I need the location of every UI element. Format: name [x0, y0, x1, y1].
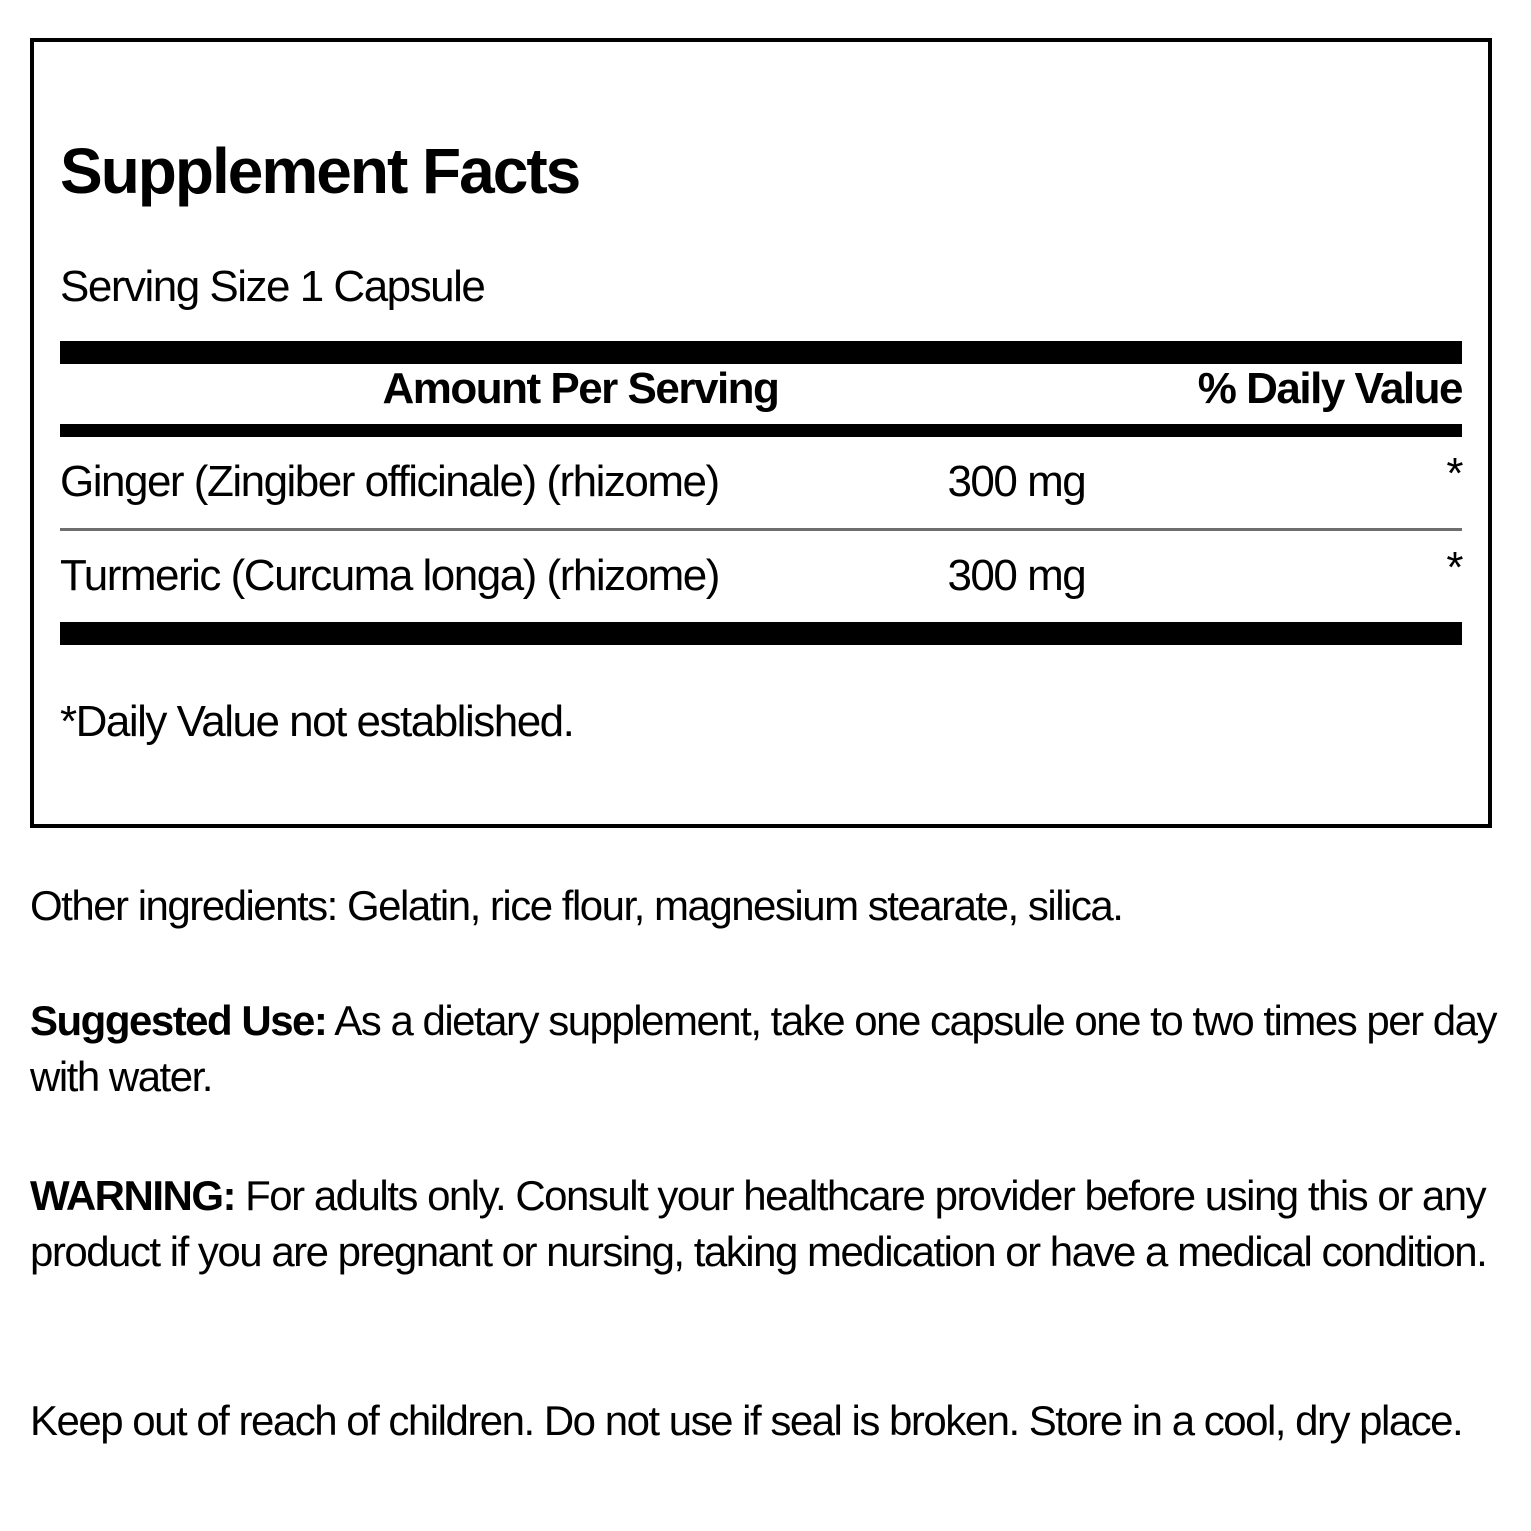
- header-rule: [60, 424, 1462, 437]
- warning-label: WARNING:: [30, 1172, 235, 1219]
- serving-size-text: Serving Size 1 Capsule: [60, 262, 485, 312]
- ingredient-name: Ginger (Zingiber officinale) (rhizome): [60, 457, 719, 507]
- suggested-use-label: Suggested Use:: [30, 997, 327, 1044]
- top-thick-rule: [60, 341, 1462, 364]
- ingredient-amount: 300 mg: [947, 457, 1086, 507]
- daily-value-header: % Daily Value: [1197, 363, 1462, 413]
- ingredient-name: Turmeric (Curcuma longa) (rhizome): [60, 551, 719, 601]
- table-header-row: [60, 364, 1462, 424]
- table-row-ginger: [60, 437, 1462, 528]
- bottom-thick-rule: [60, 622, 1462, 645]
- ingredient-daily-value: *: [1446, 542, 1462, 592]
- warning-text: For adults only. Consult your healthcare provider before using this or any product if you are pregnant or nursing, taking medication or have a medical condition.: [30, 1172, 1487, 1275]
- storage-paragraph: [30, 1393, 1498, 1449]
- panel-title: Supplement Facts: [60, 135, 580, 207]
- supplement-facts-panel: [30, 38, 1492, 828]
- ingredient-amount: 300 mg: [947, 551, 1086, 601]
- ingredient-daily-value: *: [1446, 448, 1462, 498]
- other-ingredients-paragraph: [30, 878, 1498, 934]
- storage-text: Keep out of reach of children. Do not use if seal is broken. Store in a cool, dry place.: [30, 1397, 1463, 1444]
- daily-value-footnote: *Daily Value not established.: [60, 696, 574, 746]
- table-row-turmeric: [60, 531, 1462, 622]
- suggested-use-text: As a dietary supplement, take one capsule one to two times per day with water.: [30, 997, 1496, 1100]
- other-ingredients-text: Other ingredients: Gelatin, rice flour, magnesium stearate, silica.: [30, 882, 1123, 929]
- warning-paragraph: [30, 1168, 1498, 1280]
- amount-per-serving-header: Amount Per Serving: [382, 363, 779, 413]
- suggested-use-paragraph: [30, 993, 1498, 1105]
